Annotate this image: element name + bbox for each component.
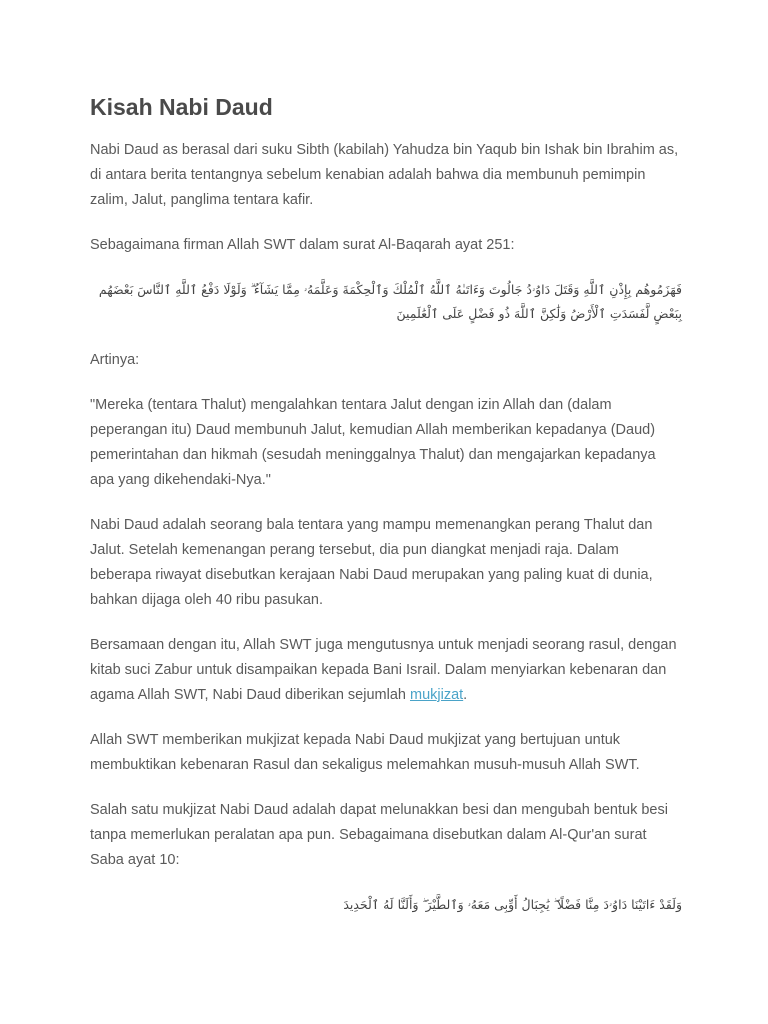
paragraph-mukjizat: Allah SWT memberikan mukjizat kepada Nabi Daud mukjizat yang bertujuan untuk membuktikan kebenaran Rasul dan sekaligus melemahkan musuh-musuh Allah SWT. [90, 732, 640, 773]
paragraph-daud-king: Nabi Daud adalah seorang bala tentara yang mampu memenangkan perang Thalut dan Jalut. Setelah kemenangan perang tersebut, dia pun diangkat menjadi raja. Dalam beberapa riwayat disebutkan kerajaan Nabi Daud merupakan yang paling kuat di dunia, bahkan dijaga oleh 40 ribu pasukan. [90, 517, 653, 608]
paragraph-rasul [90, 633, 682, 708]
article [90, 90, 682, 939]
article-title: Kisah Nabi Daud [90, 94, 273, 120]
arabic-verse-baqarah-251: فَهَزَمُوهُم بِإِذْنِ ٱللَّهِ وَقَتَلَ دَاوُۥدُ جَالُوتَ وَءَاتَىٰهُ ٱللَّهُ ٱلْمُلْكَ وَٱلْحِكْمَةَ وَعَلَّمَهُۥ مِمَّا يَشَآءُ ۗ وَلَوْلَا دَفْعُ ٱللَّهِ ٱلنَّاسَ بَعْضَهُم بِبَعْضٍ لَّفَسَدَتِ ٱلْأَرْضُ وَلَٰكِنَّ ٱللَّهَ ذُو فَضْلٍ عَلَى ٱلْعَٰلَمِينَ [98, 282, 682, 321]
paragraph-besi: Salah satu mukjizat Nabi Daud adalah dapat melunakkan besi dan mengubah bentuk besi tanpa memerlukan peralatan apa pun. Sebagaimana disebutkan dalam Al-Qur'an surat Saba ayat 10: [90, 802, 668, 868]
paragraph-quote-intro: Sebagaimana firman Allah SWT dalam surat Al-Baqarah ayat 251: [90, 237, 515, 253]
paragraph-intro: Nabi Daud as berasal dari suku Sibth (kabilah) Yahudza bin Yaqub bin Ishak bin Ibrahim as, di antara berita tentangnya sebelum kenabian adalah bahwa dia membunuh pemimpin zalim, Jalut, panglima tentara kafir. [90, 142, 679, 208]
arabic-verse-saba-10: وَلَقَدْ ءَاتَيْنَا دَاوُۥدَ مِنَّا فَضْلًا ۖ يَٰجِبَالُ أَوِّبِى مَعَهُۥ وَٱلطَّيْرَ ۖ وَأَلَنَّا لَهُ ٱلْحَدِيدَ [343, 897, 682, 912]
paragraph-artinya: Artinya: [90, 352, 140, 368]
paragraph-rasul-text: Bersamaan dengan itu, Allah SWT juga mengutusnya untuk menjadi seorang rasul, dengan kitab suci Zabur untuk disampaikan kepada Bani Israil. Dalam menyiarkan kebenaran dan agama Allah SWT, Nabi Daud diberikan sejumlah [90, 637, 677, 703]
paragraph-rasul-end: . [463, 687, 468, 703]
paragraph-translation: "Mereka (tentara Thalut) mengalahkan tentara Jalut dengan izin Allah dan (dalam peperangan itu) Daud membunuh Jalut, kemudian Allah memberikan kepadanya (Daud) pemerintahan dan hikmah (sesudah meninggalnya Thalut) dan mengajarkan kepadanya apa yang dikehendaki-Nya." [90, 397, 656, 488]
mukjizat-link[interactable]: mukjizat [409, 687, 464, 703]
